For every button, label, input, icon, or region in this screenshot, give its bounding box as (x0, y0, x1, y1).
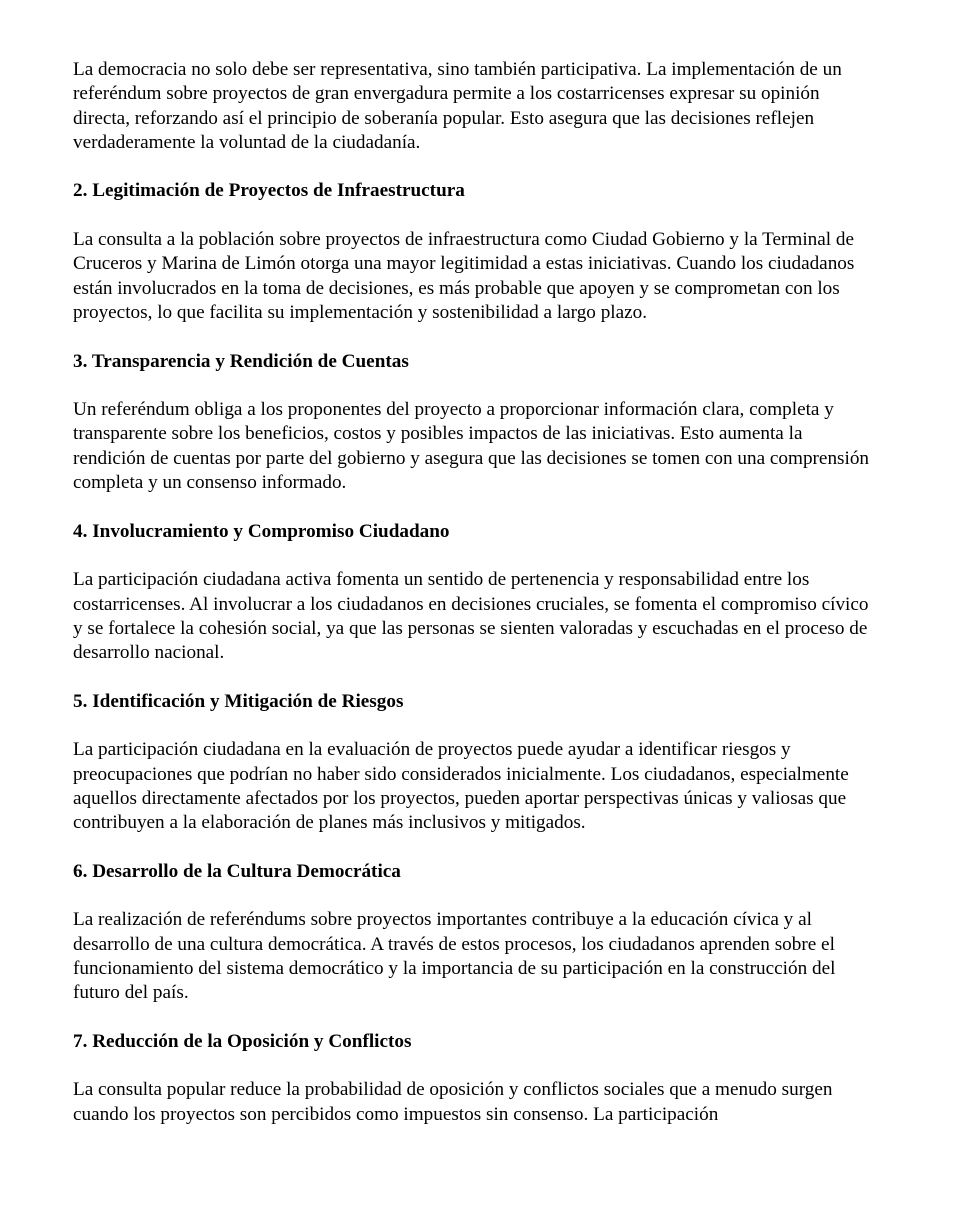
section-body-legitimacion: La consulta a la población sobre proyectos de infraestructura como Ciudad Gobierno y la Terminal de Cruceros y Marina de Limón otorga una mayor legitimidad a estas iniciativas. Cuando los ciudadanos están involucrados en la toma de decisiones, es más probable que apoyen y se comprometan con los proyectos, lo que facilita su implementación y sostenibilidad a largo plazo. (73, 229, 855, 323)
intro-paragraph: La democracia no solo debe ser representativa, sino también participativa. La implementación de un referéndum sobre proyectos de gran envergadura permite a los costarricenses expresar su opinión directa, reforzando así el principio de soberanía popular. Esto asegura que las decisiones reflejen verdaderamente la voluntad de la ciudadanía. (73, 59, 842, 153)
section-body-riesgos: La participación ciudadana en la evaluación de proyectos puede ayudar a identificar riesgos y preocupaciones que podrían no haber sido considerados inicialmente. Los ciudadanos, especialmente aquellos directamente afectados por los proyectos, pueden aportar perspectivas únicas y valiosas que contribuyen a la elaboración de planes más inclusivos y mitigados. (73, 739, 849, 834)
section-heading-transparencia: 3. Transparencia y Rendición de Cuentas (73, 350, 409, 372)
section-heading-legitimacion: 2. Legitimación de Proyectos de Infraestructura (73, 180, 465, 202)
section-body-cultura-democratica: La realización de referéndums sobre proyectos importantes contribuye a la educación cívica y al desarrollo de una cultura democrática. A través de estos procesos, los ciudadanos aprenden sobre el funcionamiento del sistema democrático y la importancia de su participación en la construcción del futuro del país. (73, 909, 836, 1004)
section-heading-reduccion-oposicion: 7. Reducción de la Oposición y Conflictos (73, 1030, 412, 1052)
section-body-involucramiento: La participación ciudadana activa fomenta un sentido de pertenencia y responsabilidad entre los costarricenses. Al involucrar a los ciudadanos en decisiones cruciales, se fomenta el compromiso cívico y se fortalece la cohesión social, ya que las personas se sienten valoradas y escuchadas en el proceso de desarrollo nacional. (73, 569, 869, 664)
section-body-transparencia: Un referéndum obliga a los proponentes del proyecto a proporcionar información clara, completa y transparente sobre los beneficios, costos y posibles impactos de las iniciativas. Esto aumenta la rendición de cuentas por parte del gobierno y asegura que las decisiones se tomen con una comprensión completa y un consenso informado. (73, 399, 870, 494)
section-heading-riesgos: 5. Identificación y Mitigación de Riesgos (73, 690, 404, 712)
section-body-reduccion-oposicion: La consulta popular reduce la probabilidad de oposición y conflictos sociales que a menudo surgen cuando los proyectos son percibidos como impuestos sin consenso. La participación (73, 1079, 833, 1125)
section-heading-involucramiento: 4. Involucramiento y Compromiso Ciudadano (73, 520, 450, 542)
section-heading-cultura-democratica: 6. Desarrollo de la Cultura Democrática (73, 860, 401, 882)
document-page (73, 58, 873, 1127)
